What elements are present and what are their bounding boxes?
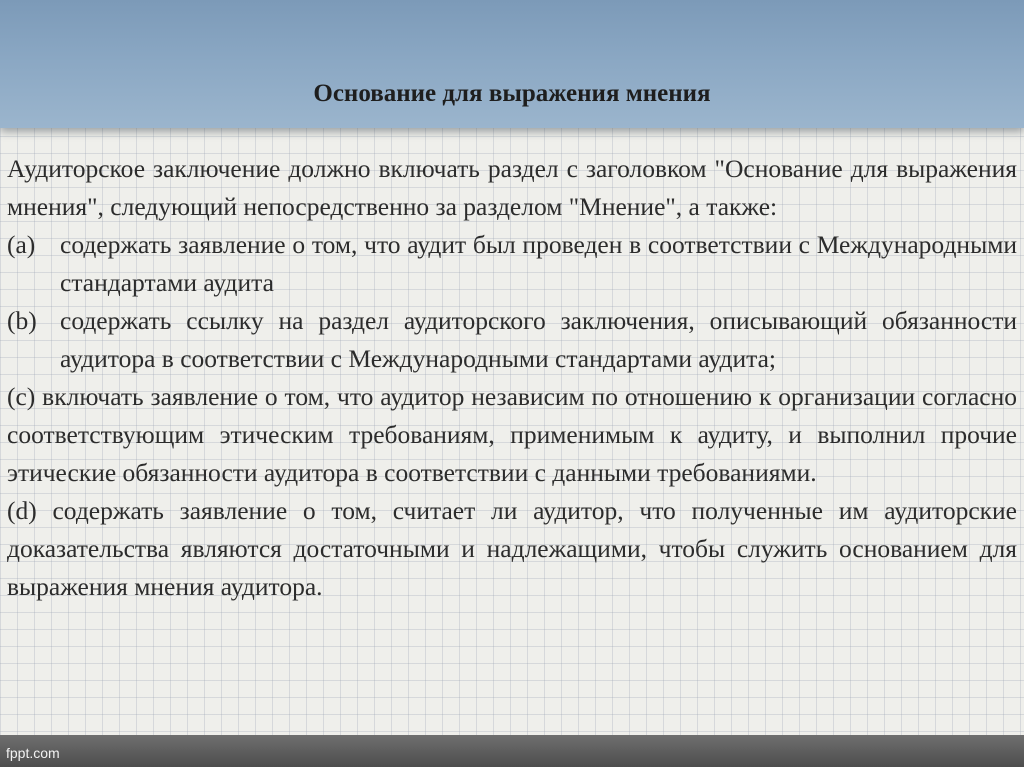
list-item-text: содержать заявление о том, что аудит был проведен в соответствии с Международными стандартами аудита <box>60 230 1017 297</box>
slide-content <box>7 150 1017 606</box>
list-item-text: содержать ссылку на раздел аудиторского заключения, описывающий обязанности аудитора в соответствии с Международными стандартами аудита; <box>60 306 1017 373</box>
paragraph-d: (d) содержать заявление о том, считает ли аудитор, что полученные им аудиторские доказательства являются достаточными и надлежащими, чтобы служить основанием для выражения мнения аудитора. <box>7 496 1017 601</box>
footer-band <box>0 735 1024 767</box>
header-band <box>0 0 1024 128</box>
list-item-b <box>7 302 1017 378</box>
intro-paragraph: Аудиторское заключение должно включать раздел с заголовком "Основание для выражения мнения", следующий непосредственно за разделом "Мнение", а также: <box>7 154 1017 221</box>
slide-title: Основание для выражения мнения <box>313 80 711 107</box>
list-item-a <box>7 226 1017 302</box>
footer-brand: fppt.com <box>6 745 60 761</box>
list-marker: (b) <box>7 306 37 335</box>
list-marker: (a) <box>7 230 36 259</box>
paragraph-c: (c) включать заявление о том, что аудитор независим по отношению к организации согласно соответствующим этическим требованиям, применимым к аудиту, и выполнил прочие этические обязанности аудитора в соответствии с данными требованиями. <box>7 382 1017 487</box>
